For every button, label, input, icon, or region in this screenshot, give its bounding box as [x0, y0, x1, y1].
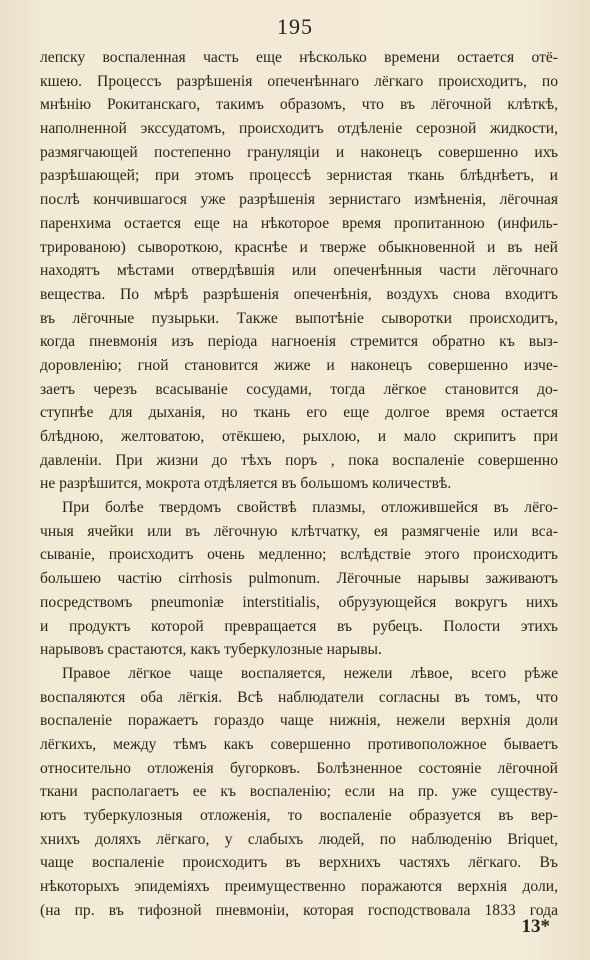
text-line: ступнѣе для дыханія, но ткань его еще долгое время остается — [40, 404, 558, 422]
text-line: Правое лёгкое чаще воспаляется, нежели лѣвое, всего рѣже — [62, 664, 558, 682]
text-line: большею частію cirrhosis pulmonum. Лёгочные нарывы заживаютъ — [40, 570, 558, 588]
text-line: и продуктъ которой превращается въ рубецъ. Полости этихъ — [40, 617, 558, 635]
text-line: размягчающей постепенно грануляціи и наконецъ совершенно ихъ — [40, 143, 558, 161]
text-line: когда пневмонія изъ періода нагноенія стремится обратно къ выз- — [40, 333, 558, 351]
text-line: трированою) сывороткою, краснѣе и тверже обыкновенной и въ ней — [40, 238, 558, 256]
page-number: 195 — [277, 14, 313, 39]
text-line: давленіи. При жизни до тѣхъ поръ , пока воспаленіе совершенно — [40, 451, 558, 469]
text-line: послѣ кончившагося уже разрѣшенія зернистаго измѣненія, лёгочная — [40, 191, 558, 209]
text-line: лепску воспаленная часть еще нѣсколько времени остается отё- — [40, 49, 558, 66]
text-line: ткани располагаетъ ее къ воспаленію; если на пр. уже существу- — [40, 783, 558, 801]
text-line: хнихъ доляхъ лёгкаго, у слабыхъ людей, по наблюденію Briquet, — [40, 830, 558, 848]
text-line: лёгкихъ, между тѣмъ какъ совершенно противоположное бываетъ — [40, 735, 558, 753]
text-line: относительно отложенія бугорковъ. Болѣзненное состояніе лёгочной — [40, 759, 558, 777]
text-line: нарывовъ срастаются, какъ туберкулозные нарывы. — [40, 641, 382, 659]
text-line: (на пр. въ тифозной пневмоніи, которая господствовала 1833 года — [40, 901, 558, 919]
text-line: разрѣшающей; при этомъ процессѣ зернистая ткань блѣднѣетъ, и — [40, 167, 558, 185]
text-line: заетъ черезъ всасываніе сосудами, тогда лёгкое становится до- — [40, 380, 558, 398]
text-line: не разрѣшится, мокрота отдѣляется въ большомъ количествѣ. — [40, 475, 452, 493]
text-line: ютъ туберкулозныя отложенія, то воспаленіе образуется въ вер- — [40, 807, 558, 824]
text-line: нѣкоторыхъ эпидеміяхъ преимущественно поражаются верхнія доли, — [40, 878, 558, 896]
text-line: блѣдною, желтоватою, отёкшею, рыхлою, и мало скрипитъ при — [40, 428, 558, 445]
text-line: доровленію; гной становится жиже и наконецъ совершенно изче- — [40, 356, 558, 374]
text-line: находятъ мѣстами отвердѣвшія или опеченѣнныя части лёгочнаго — [40, 262, 558, 280]
text-line: паренхима остается еще на нѣкоторое время пропитанною (инфиль- — [40, 214, 558, 232]
text-line: мнѣнію Рокитанскаго, такимъ образомъ, что въ лёгочной клѣткѣ, — [40, 96, 558, 114]
text-line: воспаленіе поражаетъ гораздо чаще нижнія, нежели верхнія доли — [40, 712, 558, 730]
text-line: чаще воспаленіе происходитъ въ верхнихъ частяхъ лёгкаго. Въ — [40, 854, 558, 872]
signature-mark: 13* — [521, 916, 550, 937]
text-line: наполненной экссудатомъ, происходитъ отдѣленіе серозной жидкости, — [40, 120, 558, 138]
text-line: воспаляются оба лёгкія. Всѣ наблюдатели согласны въ томъ, что — [40, 688, 558, 706]
text-line: кшею. Процессъ разрѣшенія опеченѣннаго лёгкаго происходитъ, по — [40, 72, 558, 90]
text-line: посредствомъ pneumoniæ interstitialis, обрузующейся вокругъ нихъ — [40, 593, 558, 611]
text-line: сываніе, происходитъ очень медленно; вслѣдствіе этого происходитъ — [40, 546, 558, 564]
text-line: вещества. По мѣрѣ разрѣшенія опеченѣнія, воздухъ снова входитъ — [40, 285, 558, 303]
text-line: При болѣе твердомъ свойствѣ плазмы, отложившейся въ лёго- — [62, 499, 558, 517]
body-text — [40, 46, 558, 922]
text-line: чныя ячейки или въ лёгочную клѣтчатку, ея размягченіе или вса- — [40, 522, 558, 540]
text-line: въ лёгочные пузырьки. Также выпотѣніе сыворотки происходитъ, — [40, 309, 558, 327]
